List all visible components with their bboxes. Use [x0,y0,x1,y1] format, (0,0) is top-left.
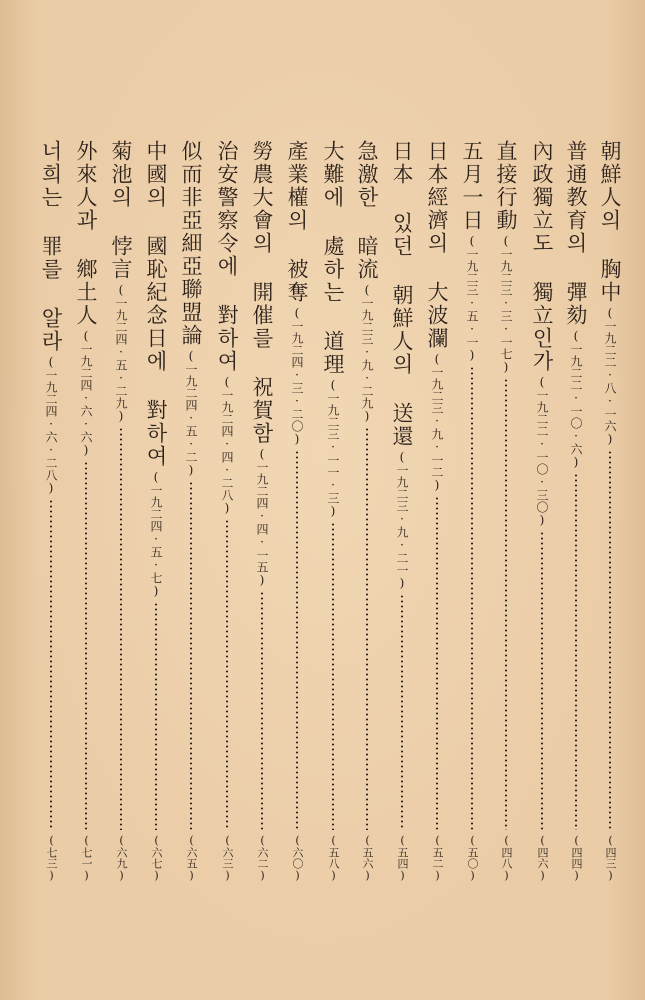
toc-entry [141,140,171,882]
page-number: (四三) [604,834,617,882]
toc-entry [561,140,591,882]
entry-title: 直接行動 [494,140,518,232]
entry-date: (一九二四·四·一五) [255,447,269,587]
toc-entry [176,140,206,882]
dot-leader [436,496,438,830]
entry-title: 急激한 暗流 [355,140,379,281]
page-number: (五〇) [466,834,479,882]
entry-title: 五月一日 [460,140,484,232]
entry-title: 菊池의 悖言 [109,140,133,281]
dot-leader [471,366,473,830]
entry-date: (一九二三·三·一七) [499,234,513,374]
entry-title: 大難에 處하는 道理 [321,140,345,376]
toc-entry [71,140,101,882]
dot-leader [575,473,577,830]
entry-title: 너희는 罪를 알라 [39,140,63,353]
entry-date: (一九二二·八·一六) [603,306,617,446]
toc-entry [422,140,452,882]
entry-title: 日本經濟의 大波瀾 [425,140,449,350]
toc-entry [106,140,136,882]
dot-leader [401,594,403,830]
page-number: (四四) [570,834,583,882]
dot-leader [609,450,611,830]
page-number: (六〇) [291,834,304,882]
dot-leader [296,450,298,830]
dot-leader [332,522,334,830]
toc-entry [247,140,277,882]
entry-date: (一九二三·一一·三) [326,378,340,518]
dot-leader [226,519,228,830]
entry-date: (一九二三·五·一) [465,234,479,362]
page-number: (四八) [500,834,513,882]
toc-entry [387,140,417,882]
dot-leader [155,602,157,830]
entry-date: (一九二二·一〇·三〇) [535,375,549,527]
toc-entry [36,140,66,882]
dot-leader [190,481,192,830]
toc-entry [318,140,348,882]
toc-entry [595,140,625,882]
entry-date: (一九二四·三·二〇) [290,306,304,446]
entry-date: (一九二四·四·二八) [220,375,234,515]
entry-title: 內政獨立도 獨立인가 [530,140,554,373]
dot-leader [85,461,87,830]
dot-leader [261,591,263,830]
entry-date: (一九二三·九·二九) [360,283,374,423]
entry-date: (一九二四·五·二九) [114,283,128,423]
page-number: (五四) [396,834,409,882]
entry-date: (一九二二·一〇·六) [569,329,583,469]
toc-entry [212,140,242,882]
entry-date: (一九二三·九·一二) [430,352,444,492]
entry-title: 似而非亞細亞聯盟論 [179,140,203,347]
toc-entry [352,140,382,882]
page-number: (七三) [45,834,58,882]
toc-entry [491,140,521,882]
entry-title: 外來人과 鄉土人 [74,140,98,327]
entry-title: 產業權의 被奪 [285,140,309,304]
page-number: (七一) [80,834,93,882]
dot-leader [120,427,122,830]
page-number: (五二) [431,834,444,882]
toc-entry [282,140,312,882]
page-number: (五八) [327,834,340,882]
entry-title: 治安警察令에 對하여 [215,140,239,373]
entry-date: (一九二四·五·二) [184,349,198,477]
page-number: (六九) [115,834,128,882]
entry-title: 普通教育의 彈劾 [564,140,588,327]
dot-leader [505,378,507,830]
entry-title: 勞農大會의 開催를 祝賀함 [250,140,274,445]
entry-title: 朝鮮人의 胸中 [598,140,622,304]
toc-entry [457,140,487,882]
dot-leader [366,427,368,830]
page-number: (六五) [185,834,198,882]
page-number: (五六) [361,834,374,882]
entry-title: 中國의 國恥紀念日에 對하여 [144,140,168,468]
entry-date: (一九二四·六·六) [79,329,93,457]
page-number: (六七) [150,834,163,882]
entry-date: (一九二四·六·二八) [44,355,58,495]
dot-leader [50,499,52,830]
page-number: (六二) [256,834,269,882]
entry-date: (一九二四·五·七) [149,470,163,598]
page-number: (四六) [536,834,549,882]
page-number: (六三) [221,834,234,882]
entry-date: (一九二三·九·二一) [395,450,409,590]
dot-leader [541,531,543,830]
toc-entry [527,140,557,882]
entry-title: 日本 있던 朝鮮人의 送還 [390,140,414,448]
